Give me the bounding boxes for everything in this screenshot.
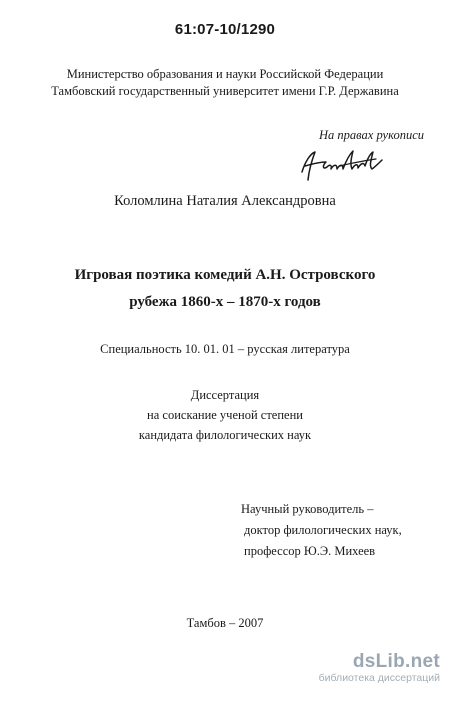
- advisor-name: профессор Ю.Э. Михеев: [244, 544, 376, 558]
- dissertation-label: Диссертация: [190, 388, 260, 402]
- registry-code: 61:07-10/1290: [174, 21, 276, 38]
- ministry-line: Министерство образования и науки Российской Федерации: [66, 67, 384, 81]
- advisor-label: Научный руководитель –: [241, 502, 374, 516]
- watermark-logo[interactable]: dsLib.net: [352, 651, 440, 672]
- specialty-line: Специальность 10. 01. 01 – русская литература: [100, 342, 350, 356]
- ministry-header: [0, 66, 450, 100]
- author-name: Коломлина Наталия Александровна: [114, 193, 336, 209]
- scientific-advisor-block: [241, 499, 402, 562]
- title-line: Игровая поэтика комедий А.Н. Островского: [74, 267, 376, 283]
- title-line: рубежа 1860-х – 1870-х годов: [129, 294, 321, 310]
- city-year: Тамбов – 2007: [186, 616, 264, 630]
- watermark[interactable]: [319, 651, 440, 684]
- advisor-degree: доктор филологических наук,: [244, 523, 402, 537]
- manuscript-rights-note: На правах рукописи: [319, 128, 424, 142]
- degree-purpose: на соискание ученой степени: [147, 408, 303, 422]
- handwritten-signature: [296, 142, 386, 188]
- watermark-caption: библиотека диссертаций: [318, 672, 440, 684]
- university-line: Тамбовский государственный университет имени Г.Р. Державина: [51, 84, 399, 98]
- dissertation-type-block: [0, 385, 450, 445]
- degree-name: кандидата филологических наук: [138, 428, 312, 442]
- dissertation-title: [0, 262, 450, 316]
